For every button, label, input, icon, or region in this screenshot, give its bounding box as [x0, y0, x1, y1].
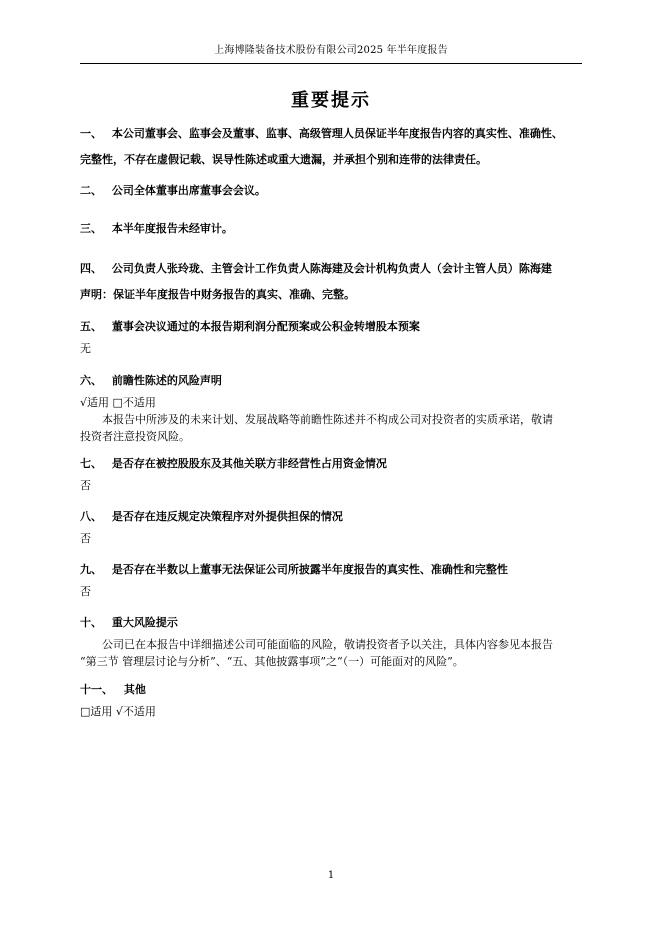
section-text: 是否存在半数以上董事无法保证公司所披露半年度报告的真实性、准确性和完整性	[111, 563, 508, 576]
section-number: 三、	[80, 222, 102, 235]
section-number: 五、	[80, 320, 102, 333]
section-10	[80, 610, 582, 670]
section-body: 否	[80, 479, 91, 492]
section-body: 否	[80, 532, 91, 545]
section-text: 其他	[123, 683, 146, 696]
section-text: 董事会决议通过的本报告期利润分配预案或公积金转增股本预案	[111, 320, 420, 333]
applicability-checkbox: □适用 √不适用	[80, 705, 156, 718]
section-number: 一、	[80, 127, 102, 140]
section-text: 重大风险提示	[111, 616, 178, 629]
section-body: 无	[80, 342, 91, 355]
section-body-continued: “第三节 管理层讨论与分析”、“五、其他披露事项”之“（一）可能面对的风险”。	[80, 655, 464, 668]
section-number: 四、	[80, 262, 102, 275]
document-title: 重要提示	[291, 90, 371, 111]
section-body: 否	[80, 585, 91, 598]
section-number: 八、	[80, 510, 102, 523]
section-3	[80, 216, 582, 242]
section-body: 公司已在本报告中详细描述公司可能面临的风险，敬请投资者予以关注，具体内容参见本报告	[102, 638, 553, 651]
section-7	[80, 451, 582, 494]
section-text-continued: 完整性，不存在虚假记载、误导性陈述或重大遗漏，并承担个别和连带的法律责任。	[80, 153, 487, 166]
section-text: 是否存在违反规定决策程序对外提供担保的情况	[111, 510, 343, 523]
section-5	[80, 314, 582, 357]
section-9	[80, 557, 582, 600]
section-1	[80, 121, 582, 173]
section-number: 七、	[80, 457, 102, 470]
section-text: 公司全体董事出席董事会会议。	[111, 184, 266, 197]
section-4	[80, 256, 582, 308]
section-2	[80, 178, 582, 204]
section-8	[80, 504, 582, 547]
header-divider	[80, 63, 582, 64]
section-text: 前瞻性陈述的风险声明	[111, 374, 222, 387]
section-text: 公司负责人张玲珑、主管会计工作负责人陈海建及会计机构负责人（会计主管人员）陈海建	[111, 262, 552, 275]
section-number: 六、	[80, 374, 102, 387]
section-6	[80, 368, 582, 445]
page-header: 上海博隆装备技术股份有限公司2025 年半年度报告	[214, 45, 448, 56]
applicability-checkbox: √适用 □不适用	[80, 396, 156, 409]
section-body: 本报告中所涉及的未来计划、发展战略等前瞻性陈述并不构成公司对投资者的实质承诺，敬请	[102, 413, 553, 426]
section-number: 十、	[80, 616, 102, 629]
section-text-continued: 声明：保证半年度报告中财务报告的真实、准确、完整。	[80, 288, 355, 301]
section-number: 十一、	[80, 683, 113, 696]
page-number: 1	[327, 870, 335, 881]
section-11	[80, 677, 582, 720]
section-text: 本半年度报告未经审计。	[111, 222, 233, 235]
section-body-continued: 投资者注意投资风险。	[80, 430, 190, 443]
section-number: 九、	[80, 563, 102, 576]
section-number: 二、	[80, 184, 102, 197]
section-text: 是否存在被控股股东及其他关联方非经营性占用资金情况	[111, 457, 387, 470]
section-text: 本公司董事会、监事会及董事、监事、高级管理人员保证半年度报告内容的真实性、准确性、	[111, 127, 563, 140]
